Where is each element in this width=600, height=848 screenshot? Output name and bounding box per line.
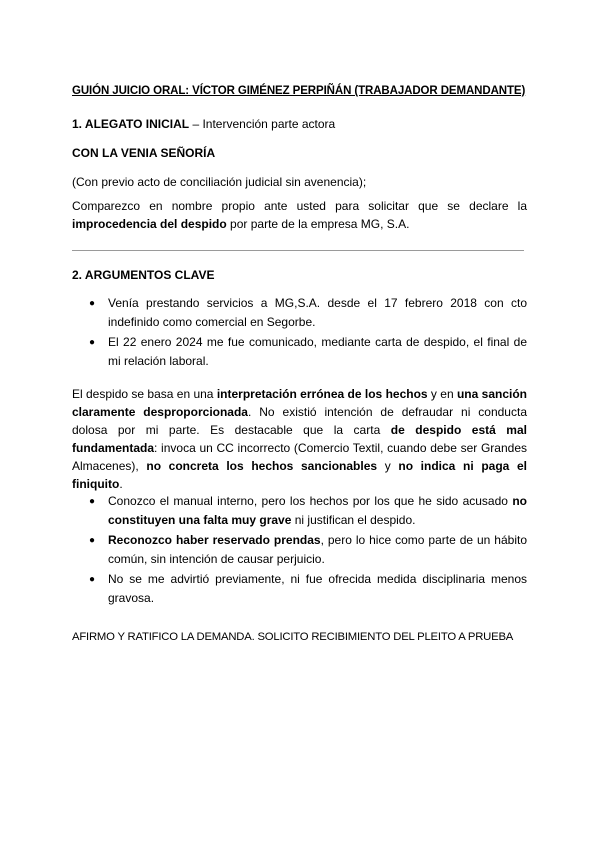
list-item bbox=[72, 492, 527, 530]
argument-text: . No existió intención de defraudar ni conducta dolosa por mi parte. Es destacable que la carta bbox=[72, 405, 527, 437]
list-item-bold: no constituyen una falta muy grave bbox=[108, 494, 527, 527]
argument-bold: no concreta los hechos sancionables bbox=[146, 459, 378, 473]
conciliation-note: (Con previo acto de conciliación judicial sin avenencia); bbox=[72, 175, 367, 189]
bullet-icon: ● bbox=[89, 535, 96, 546]
closing-statement: AFIRMO Y RATIFICO LA DEMANDA. SOLICITO RECIBIMIENTO DEL PLEITO A PRUEBA bbox=[72, 631, 514, 643]
section2-heading-line bbox=[72, 268, 214, 282]
opening-text-c: por parte de la empresa MG, S.A. bbox=[226, 217, 410, 231]
section1-heading-line bbox=[72, 117, 335, 131]
bullet-icon: ● bbox=[89, 574, 96, 585]
section1-heading-suffix: – Intervención parte actora bbox=[189, 117, 336, 131]
argument-bold: una sanción claramente desproporcionada bbox=[72, 387, 527, 419]
list-item-text: Venía prestando servicios a MG,S.A. desde el 17 febrero 2018 con cto indefinido como comercial en Segorbe. bbox=[108, 296, 527, 329]
list-item bbox=[72, 531, 527, 569]
list-item bbox=[72, 570, 527, 608]
list-item bbox=[72, 294, 527, 332]
section-divider bbox=[72, 250, 524, 251]
list-item-text: Conozco el manual interno, pero los hechos por los que he sido acusado bbox=[108, 494, 513, 508]
argument-text: El despido se basa en una bbox=[72, 387, 217, 401]
list-item-bold: Reconozco haber reservado prendas bbox=[108, 533, 321, 547]
list-item bbox=[72, 333, 527, 371]
argument-text: y bbox=[377, 459, 399, 473]
argument-bold: interpretación errónea de los hechos bbox=[216, 387, 428, 401]
list-item-text: , pero lo hice como parte de un hábito común, sin intención de causar perjuicio. bbox=[108, 533, 527, 566]
list-item-text: El 22 enero 2024 me fue comunicado, mediante carta de despido, el final de mi relación laboral. bbox=[108, 335, 527, 368]
section1-heading: 1. ALEGATO INICIAL bbox=[72, 117, 190, 131]
list-item-text: No se me advirtió previamente, ni fue ofrecida medida disciplinaria menos gravosa. bbox=[108, 572, 527, 605]
argument-bold: de despido está mal fundamentada bbox=[72, 423, 527, 455]
opening-paragraph bbox=[72, 197, 527, 233]
bullet-icon: ● bbox=[89, 337, 96, 348]
section2-heading: 2. ARGUMENTOS CLAVE bbox=[72, 268, 215, 282]
argument-text: y en bbox=[427, 387, 457, 401]
argument-text: : invoca un CC incorrecto (Comercio Textil, cuando debe ser Grandes Almacenes), bbox=[72, 441, 527, 473]
document-title: GUIÓN JUICIO ORAL: VÍCTOR GIMÉNEZ PERPIÑÁN (TRABAJADOR DEMANDANTE) bbox=[72, 85, 526, 97]
venia-heading: CON LA VENIA SEÑORÍA bbox=[72, 146, 216, 160]
defense-list bbox=[72, 492, 527, 609]
argument-bold: no indica ni paga el finiquito bbox=[72, 459, 527, 491]
argument-text: . bbox=[119, 477, 123, 491]
bullet-icon: ● bbox=[89, 496, 96, 507]
opening-text-bold: improcedencia del despido bbox=[72, 217, 227, 231]
bullet-icon: ● bbox=[89, 298, 96, 309]
list-item-text: ni justifican el despido. bbox=[291, 513, 416, 527]
venia-line bbox=[72, 146, 215, 160]
opening-text-a: Comparezco en nombre propio ante usted para solicitar que se declare la bbox=[72, 199, 527, 213]
facts-list bbox=[72, 294, 527, 372]
argument-paragraph bbox=[72, 385, 527, 493]
